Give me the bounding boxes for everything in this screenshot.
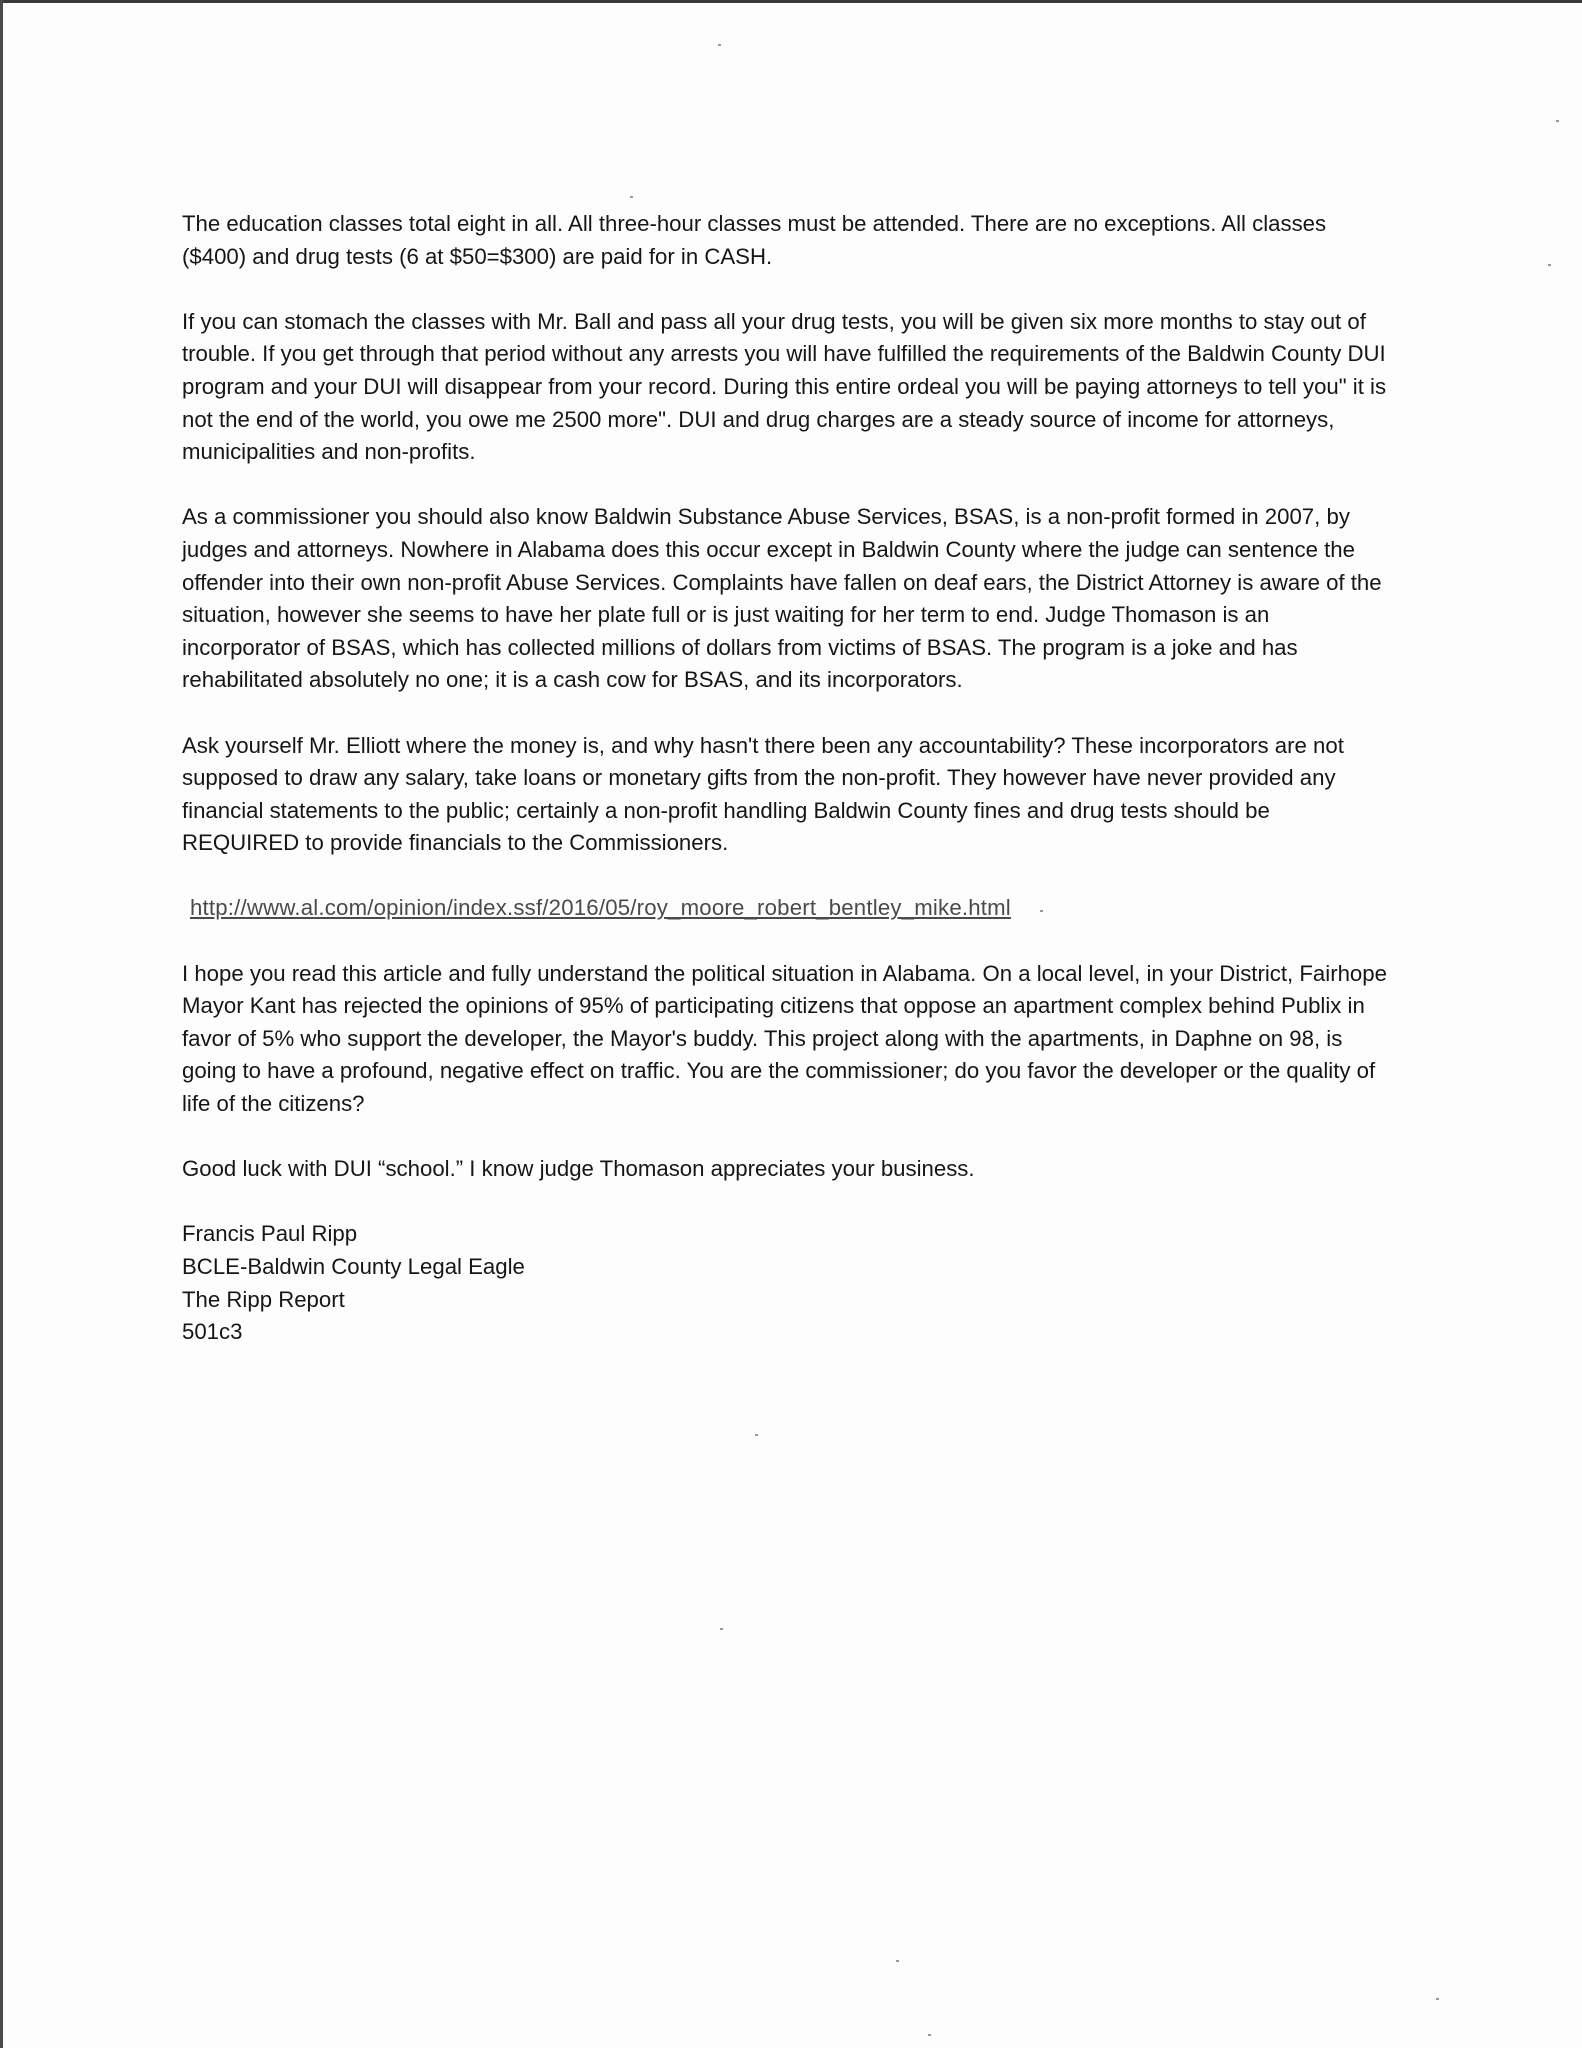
paragraph-accountability: Ask yourself Mr. Elliott where the money is, and why hasn't there been any accountability? These incorporators are not supposed to draw any salary, take loans or monetary gifts from the non-profit. They however have never provided any financial statements to the public; certainly a non-profit handling Baldwin County fines and drug tests should be REQUIRED to provide financials to the Commissioners. <box>182 732 1344 856</box>
letter-body <box>182 208 1392 1349</box>
signature-publication: The Ripp Report <box>182 1286 345 1312</box>
scan-edge-left <box>0 0 3 2048</box>
signature-organization: BCLE-Baldwin County Legal Eagle <box>182 1254 525 1279</box>
scan-speck <box>1556 120 1559 122</box>
article-link[interactable]: http://www.al.com/opinion/index.ssf/2016/05/roy_moore_robert_bentley_mike.html <box>190 895 1011 921</box>
paragraph-bsas: As a commissioner you should also know Baldwin Substance Abuse Services, BSAS, is a non-profit formed in 2007, by judges and attorneys. Nowhere in Alabama does this occur except in Baldwin County where the judge can sentence the offender into their own non-profit Abuse Services. Complaints have fallen on deaf ears, the District Attorney is aware of the situation, however she seems to have her plate full or is just waiting for her term to end. Judge Thomason is an incorporator of BSAS, which has collected millions of dollars from victims of BSAS. The program is a joke and has rehabilitated absolutely no one; it is a cash cow for BSAS, and its incorporators. <box>182 504 1382 693</box>
scan-edge-top <box>0 0 1582 3</box>
scan-speck <box>1548 264 1551 266</box>
signature-status: 501c3 <box>182 1319 243 1345</box>
paragraph-good-luck: Good luck with DUI “school.” I know judge Thomason appreciates your business. <box>182 1156 975 1182</box>
paragraph-education-classes: The education classes total eight in all. All three-hour classes must be attended. There are no exceptions. All classes ($400) and drug tests (6 at $50=$300) are paid for in CASH. <box>182 211 1327 269</box>
scan-speck <box>718 44 721 46</box>
paragraph-drug-tests: If you can stomach the classes with Mr. Ball and pass all your drug tests, you will be given six more months to stay out of trouble. If you get through that period without any arrests you will have fulfilled the requirements of the Baldwin County DUI program and your DUI will disappear from your record. During this entire ordeal you will be paying attorneys to tell you" it is not the end of the world, you owe me 2500 more". DUI and drug charges are a steady source of income for attorneys, municipalities and non-profits. <box>182 308 1387 465</box>
scan-speck <box>896 1960 899 1962</box>
scan-speck <box>1436 1998 1439 2000</box>
paragraph-political-situation: I hope you read this article and fully understand the political situation in Alabama. On a local level, in your District, Fairhope Mayor Kant has rejected the opinions of 95% of participating citizens that oppose an apartment complex behind Publix in favor of 5% who support the developer, the Mayor's buddy. This project along with the apartments, in Daphne on 98, is going to have a profound, negative effect on traffic. You are the commissioner; do you favor the developer or the quality of life of the citizens? <box>182 960 1387 1117</box>
signature-name: Francis Paul Ripp <box>182 1221 358 1247</box>
scan-speck <box>630 196 633 198</box>
scan-speck <box>755 1434 758 1436</box>
signature-block <box>182 1218 1392 1348</box>
scan-speck <box>720 1628 723 1630</box>
scan-speck <box>928 2034 931 2036</box>
